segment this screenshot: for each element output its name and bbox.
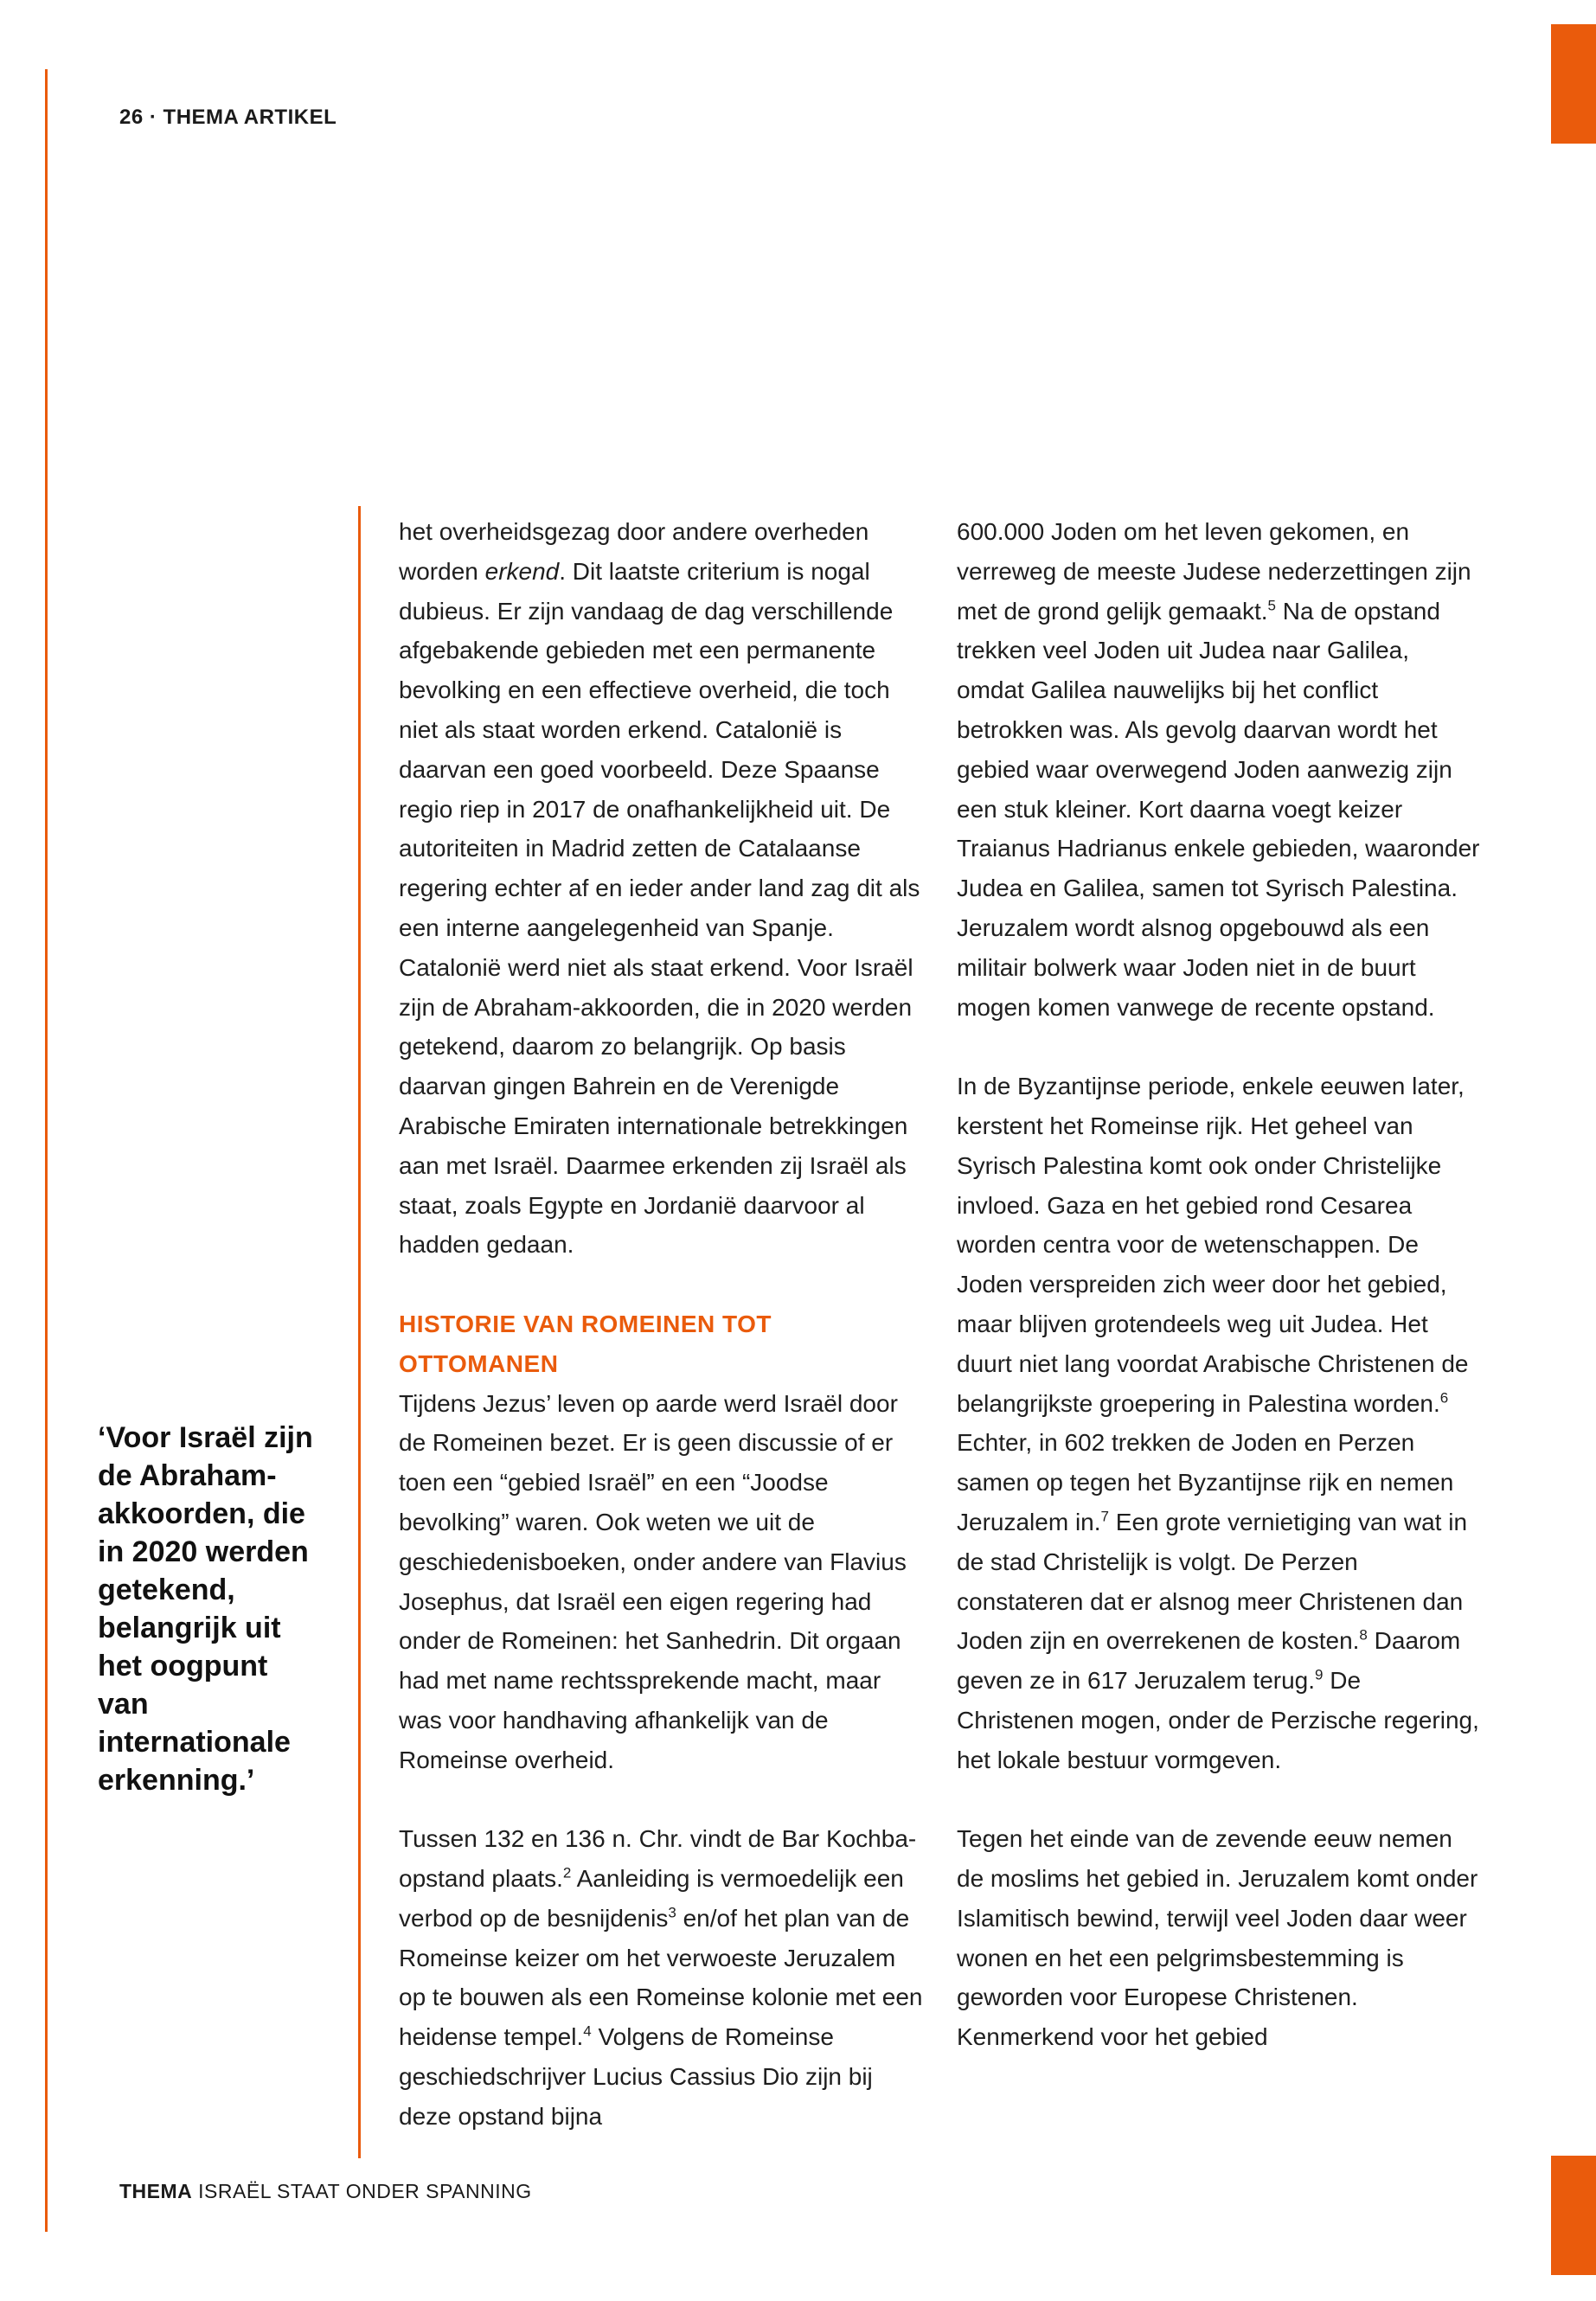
section-label: THEMA ARTIKEL bbox=[163, 106, 337, 129]
paragraph-byzantine: In de Byzantijnse periode, enkele eeuwen later, kerstent het Romeinse rijk. Het geheel van Syrisch Palestina komt ook onder Christelijke invloed. Gaza en het gebied rond Cesarea worden centra voor de wetenschappen. De Joden verspreiden zich weer door het gebied, maar blijven grotendeels weg uit Judea. Het duurt niet lang voordat Arabische Christenen de belangrijkste groepering in Palestina worden.$^6$ Echter, in 602 trekken de Joden en Perzen samen op tegen het Byzantijnse rijk en nemen Jeruzalem in.$^7$ Een grote vernietiging van wat in de stad Christelijk is volgt. De Perzen constateren dat er alsnog meer Christenen dan Joden zijn en overrekenen de kosten.$^8$ Daarom geven ze in 617 Jeruzalem terug.$^9$ De Christenen mogen, onder de Perzische regering, het lokale bestuur vormgeven. bbox=[957, 1073, 1479, 1773]
paragraph-islamic: Tegen het einde van de zevende eeuw nemen de moslims het gebied in. Jeruzalem komt onder Islamitisch bewind, terwijl veel Joden daar weer wonen en het een pelgrimsbestemming is geworden voor Europese Christenen. Kenmerkend voor het gebied bbox=[957, 1825, 1478, 2051]
footnote-ref: 2 bbox=[562, 1864, 572, 1881]
paragraph-criteria: het overheidsgezag door andere overheden worden erkend. Dit laatste criterium is nogal dubieus. Er zijn vandaag de dag verschillende afgebakende gebieden met een permanente bevolking en een effectieve overheid, die toch niet als staat worden erkend. Catalonië is daarvan een goed voorbeeld. Deze Spaanse regio riep in 2017 de onafhankelijkheid uit. De autoriteiten in Madrid zetten de Catalaanse regering echter af en ieder ander land zag dit als een interne aangelegenheid van Spanje. Catalonië werd niet als staat erkend. Voor Israël zijn de Abraham-akkoorden, die in 2020 werden getekend, daarom zo belangrijk. Op basis daarvan gingen Bahrein en de Verenigde Arabische Emiraten internationale betrekkingen aan met Israël. Daarmee erkenden zij Israël als staat, zoals Egypte en Jordanië daarvoor al hadden gedaan. bbox=[399, 518, 920, 1259]
paragraph-romans: Tijdens Jezus’ leven op aarde werd Israël door de Romeinen bezet. Er is geen discussie of er toen een “gebied Israël” en een “Joodse bevolking” waren. Ook weten we uit de geschiedenisboeken, onder andere van Flavius Josephus, dat Israël een eigen regering had onder de Romeinen: het Sanhedrin. Dit orgaan had met name rechtssprekende macht, maar was voor handhaving afhankelijk van de Romeinse overheid. bbox=[399, 1389, 907, 1773]
pull-quote: ‘Voor Israël zijn de Abraham-akkoorden, die in 2020 werden getekend, belangrijk uit het oogpunt van internationale erkenning.’ bbox=[98, 1421, 313, 1797]
footnote-ref: 9 bbox=[1315, 1666, 1324, 1683]
page-header bbox=[119, 106, 337, 130]
footnote-ref: 3 bbox=[668, 1904, 676, 1921]
footnote-ref: 7 bbox=[1100, 1508, 1109, 1525]
footnote-ref: 8 bbox=[1359, 1626, 1368, 1644]
column-divider-rule bbox=[358, 506, 361, 2158]
orange-tab-top bbox=[1551, 24, 1596, 144]
text-column-1 bbox=[399, 512, 923, 2137]
paragraph-aftermath: 600.000 Joden om het leven gekomen, en verreweg de meeste Judese nederzettingen zijn met de grond gelijk gemaakt.$^5$ Na de opstand trekken veel Joden uit Judea naar Galilea, omdat Galilea nauwelijks bij het conflict betrokken was. Als gevolg daarvan wordt het gebied waar overwegend Joden aanwezig zijn een stuk kleiner. Kort daarna voegt keizer Traianus Hadrianus enkele gebieden, waaronder Judea en Galilea, samen tot Syrisch Palestina. Jeruzalem wordt alsnog opgebouwd als een militair bolwerk waar Joden niet in de buurt mogen komen vanwege de recente opstand. bbox=[957, 518, 1480, 1021]
footer-brand: THEMA bbox=[119, 2180, 193, 2202]
footnote-ref: 5 bbox=[1267, 597, 1276, 614]
emphasis-erkend: erkend bbox=[484, 557, 560, 585]
left-margin-rule bbox=[45, 69, 48, 2232]
text-column-2 bbox=[957, 512, 1481, 2057]
footer-subtitle: ISRAËL STAAT ONDER SPANNING bbox=[198, 2180, 532, 2202]
page-number: 26 bbox=[119, 106, 144, 129]
header-separator: · bbox=[149, 106, 157, 129]
section-heading: HISTORIE VAN ROMEINEN TOT OTTOMANEN bbox=[399, 1310, 772, 1377]
footnote-ref: 4 bbox=[583, 2022, 592, 2040]
footnote-ref: 6 bbox=[1439, 1389, 1449, 1407]
paragraph-bar-kochba: Tussen 132 en 136 n. Chr. vindt de Bar Kochba-opstand plaats.$^2$ Aanleiding is vermoedelijk een verbod op de besnijdenis$^3$ en/of het plan van de Romeinse keizer om het verwoeste Jeruzalem op te bouwen als een Romeinse kolonie met een heidense tempel.$^4$ Volgens de Romeinse geschiedschrijver Lucius Cassius Dio zijn bij deze opstand bijna bbox=[399, 1825, 923, 2130]
orange-tab-bottom bbox=[1551, 2156, 1596, 2275]
page-footer bbox=[119, 2180, 532, 2203]
